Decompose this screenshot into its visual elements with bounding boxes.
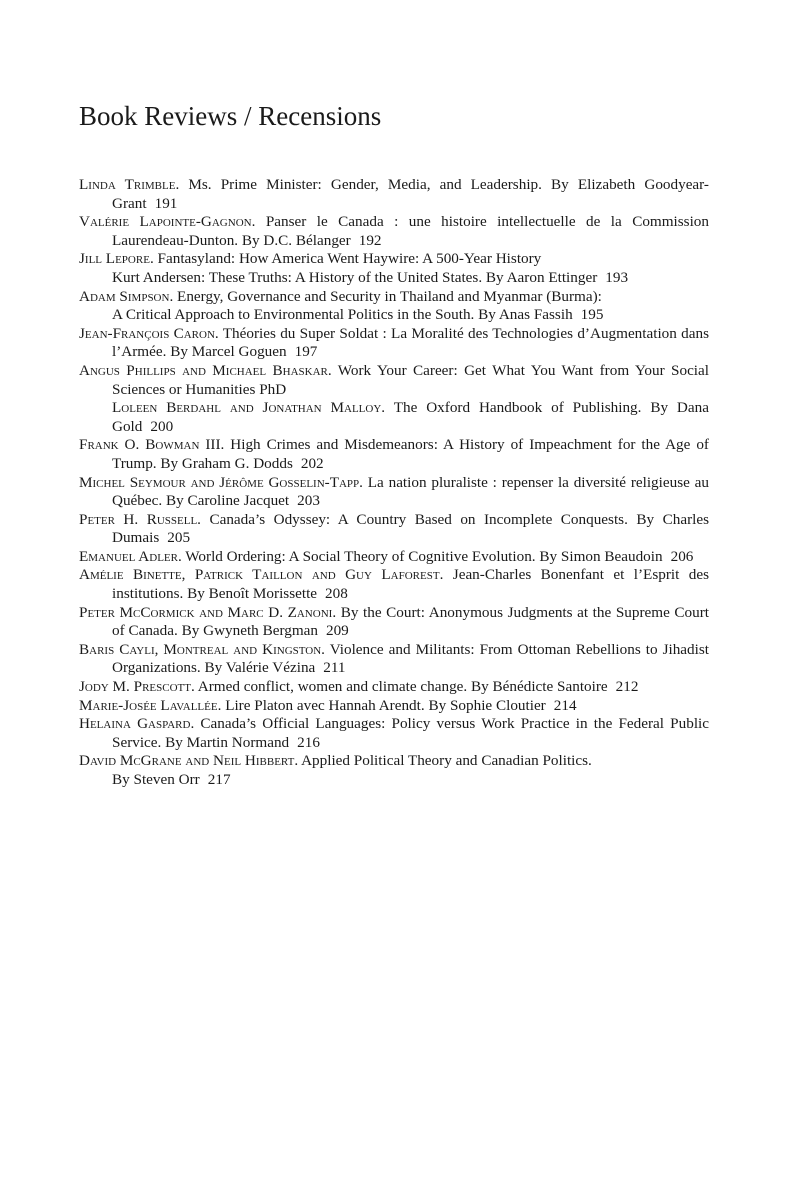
review-title: . Fantasyland: How America Went Haywire: A 500-Year History (149, 250, 542, 268)
review-author: Jean-François Caron (79, 324, 215, 342)
review-entry (79, 715, 709, 752)
review-title: . Canada’s Official Languages: Policy versus Work Practice in the Federal Public Service. By Martin Normand (112, 715, 710, 751)
review-author: Baris Cayli, Montreal and Kingston (79, 640, 322, 658)
review-entry (79, 548, 709, 567)
review-title: By Steven Orr (112, 771, 200, 788)
review-page-number: 202 (300, 454, 324, 472)
review-author: David McGrane and Neil Hibbert (79, 752, 295, 770)
review-entry (79, 566, 709, 603)
review-page-number: 212 (615, 678, 639, 696)
review-title: . Energy, Governance and Security in Thailand and Myanmar (Burma): (169, 287, 602, 305)
review-page-number: 216 (297, 733, 320, 751)
review-entry (79, 752, 709, 789)
review-subline (112, 399, 709, 436)
review-page-number: 208 (325, 585, 348, 603)
page-title: Book Reviews / Recensions (79, 101, 382, 131)
review-title: Kurt Andersen: These Truths: A History of the United States. By Aaron Ettinger (112, 268, 598, 286)
review-author: Frank O. Bowman (79, 436, 200, 454)
review-author: Jody M. Prescott (79, 678, 191, 696)
review-author: Linda Trimble (79, 176, 176, 193)
review-title: . Jean-Charles Bonenfant et l’Esprit des institutions. By Benoît Morissette (112, 566, 709, 603)
review-title: . By the Court: Anonymous Judgments at the Supreme Court of Canada. By Gwyneth Bergman (112, 603, 709, 640)
review-page-number: 209 (325, 622, 349, 640)
review-author: Jill Lepore (79, 250, 150, 268)
review-page-number: 200 (150, 417, 174, 435)
review-author: Peter McCormick and Marc D. Zanoni (79, 603, 333, 621)
review-title: A Critical Approach to Environmental Politics in the South. By Anas Fassih (112, 306, 573, 324)
review-list (79, 176, 709, 790)
review-title: . Panser le Canada : une histoire intellectuelle de la Commission Laurendeau-Dunton. By D.C. Bélanger (112, 213, 709, 249)
review-author: Peter H. Russell (79, 510, 198, 528)
review-entry (79, 678, 709, 697)
review-title: III. High Crimes and Misdemeanors: A History of Impeachment for the Age of Trump. By Graham G. Dodds (112, 436, 709, 472)
review-title: . Théories du Super Soldat : La Moralité des Technologies d’Augmentation dans l’Armée. By Marcel Goguen (112, 324, 710, 361)
review-author: Emanuel Adler (79, 547, 178, 565)
review-title: . Lire Platon avec Hannah Arendt. By Sophie Cloutier (217, 696, 546, 714)
review-author: Adam Simpson (79, 287, 170, 305)
review-author: Marie-Josée Lavallée (79, 696, 218, 714)
review-entry (79, 474, 709, 511)
review-entry (79, 288, 709, 325)
review-entry (79, 362, 709, 436)
review-page-number: 192 (358, 231, 382, 249)
review-subline (112, 269, 709, 288)
review-page-number: 195 (580, 306, 604, 324)
review-entry (79, 176, 709, 213)
review-entry (79, 641, 709, 678)
review-title: . The Oxford Handbook of Publishing. By Dana Gold (112, 399, 709, 435)
review-title: . Violence and Militants: From Ottoman Rebellions to Jihadist Organizations. By Valérie Vézina (112, 640, 709, 677)
review-page-number: 206 (670, 547, 694, 565)
review-entry (79, 604, 709, 641)
review-entry (79, 213, 709, 250)
review-title: . Ms. Prime Minister: Gender, Media, and Leadership. By Elizabeth Goodyear-Grant (112, 176, 709, 212)
review-subline (112, 306, 709, 325)
review-entry (79, 436, 709, 473)
review-author: Michel Seymour and Jérôme Gosselin-Tapp (79, 473, 360, 491)
review-page-number: 217 (207, 771, 231, 788)
review-page-number: 205 (167, 529, 191, 547)
review-entry (79, 697, 709, 716)
review-author: Angus Phillips and Michael Bhaskar (79, 361, 328, 379)
review-entry (79, 511, 709, 548)
review-subline (112, 771, 709, 790)
review-page-number: 193 (605, 268, 629, 286)
review-author: Amélie Binette, Patrick Taillon and Guy Laforest (79, 566, 440, 584)
review-author: Helaina Gaspard (79, 715, 191, 733)
review-page-number: 211 (323, 659, 346, 677)
review-author: Loleen Berdahl and Jonathan Malloy (112, 399, 382, 417)
review-title: . Work Your Career: Get What You Want from Your Social Sciences or Humanities PhD (112, 361, 709, 398)
review-entry (79, 250, 709, 287)
review-title: . Canada’s Odyssey: A Country Based on Incomplete Conquests. By Charles Dumais (112, 510, 709, 547)
review-title: . La nation pluraliste : repenser la diversité religieuse au Québec. By Caroline Jacquet (112, 473, 709, 510)
review-page-number: 203 (297, 492, 320, 510)
review-title: . Applied Political Theory and Canadian Politics. (294, 752, 592, 770)
review-title: . World Ordering: A Social Theory of Cognitive Evolution. By Simon Beaudoin (177, 547, 663, 565)
review-page-number: 191 (154, 194, 178, 212)
review-title: . Armed conflict, women and climate change. By Bénédicte Santoire (190, 678, 608, 696)
review-page-number: 214 (553, 696, 577, 714)
review-entry (79, 325, 709, 362)
review-author: Valérie Lapointe-Gagnon (79, 213, 252, 231)
review-page-number: 197 (294, 343, 318, 361)
